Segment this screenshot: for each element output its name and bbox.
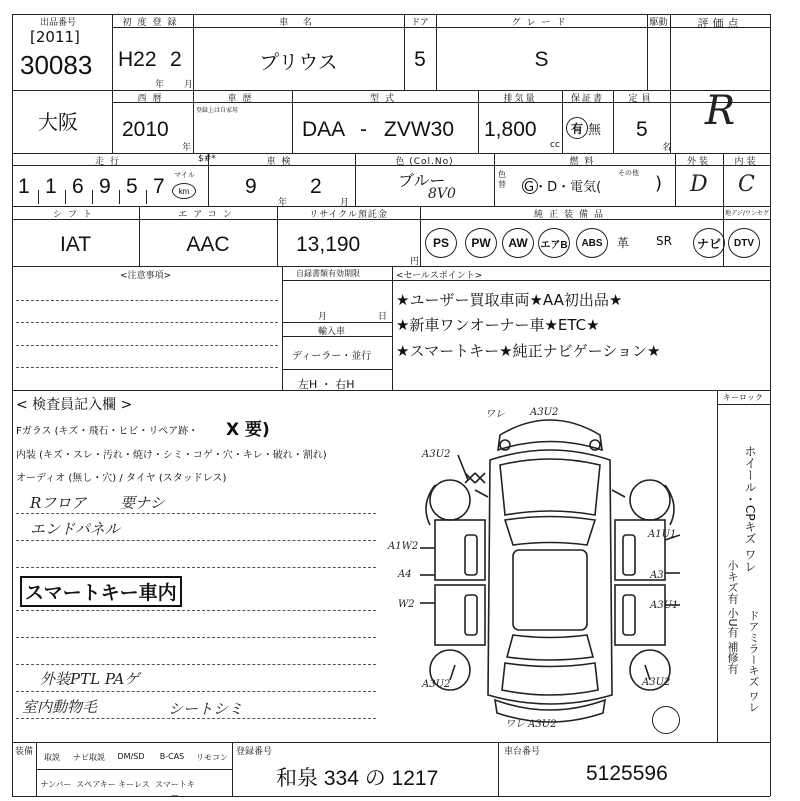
key-lock-label: キーロック (723, 393, 763, 402)
car-diagram (380, 395, 715, 740)
equipment-item: エアB (538, 228, 570, 258)
diagram-label: A3U2 (642, 677, 671, 688)
model-sep: - (360, 118, 367, 141)
ac: AAC (186, 233, 230, 256)
car-name-label: 車 名 (279, 18, 318, 28)
exterior-label: 外装 (686, 157, 711, 167)
digit-divider (92, 190, 93, 204)
grid-line (36, 769, 232, 770)
cc-unit: cc (550, 140, 560, 150)
mile-unit: マイル (174, 171, 195, 179)
fuel-close-paren: ) (655, 173, 663, 194)
handwritten-note: 要ナシ (120, 494, 165, 512)
first-reg-label: 初度登録 (122, 18, 183, 28)
reg-number: 和泉 334 の 1217 (276, 767, 439, 790)
year-unit-3: 年 (278, 198, 288, 208)
diagram-label: A3 (650, 570, 664, 581)
color-label: 色 (Col.No) (395, 157, 454, 167)
grid-line (770, 14, 771, 796)
steering: 左H ・ 右H (298, 378, 355, 391)
capacity: 5 (636, 118, 648, 141)
mileage-digit: 1 (18, 175, 30, 198)
grid-line (12, 390, 770, 391)
import-label: 輸入車 (318, 327, 346, 337)
drive-label: 駆動 (649, 18, 668, 28)
mileage-digit: 1 (45, 175, 57, 198)
equipment-item: PS (425, 228, 457, 258)
equipment-item: 革 (617, 236, 630, 250)
grid-line (12, 266, 770, 267)
footer-cell: 取説 (44, 753, 60, 762)
grid-line (12, 742, 770, 743)
grid-line (16, 691, 376, 692)
diagram-label: A1U1 (648, 529, 677, 540)
mileage-digit: 9 (99, 175, 111, 198)
recycle: 13,190 (296, 233, 361, 256)
grid-line (16, 322, 278, 323)
history-label: 車歴 (227, 94, 258, 104)
footer-cell: ナンバー (40, 780, 72, 789)
footer-cell: B-CAS (159, 752, 185, 761)
car-name: プリウス (259, 52, 338, 74)
ac-label: エアコン (178, 210, 238, 220)
color: ブルー (398, 171, 446, 190)
western-year: 2010 (122, 118, 169, 141)
grid-line (392, 266, 393, 390)
year-unit: 年 (155, 80, 165, 90)
inspector-line-3: オーディオ (無し・穴) / タイヤ (スタッドレス) (16, 473, 227, 484)
month-unit: 月 (184, 80, 194, 90)
mileage-digit: 5 (126, 175, 138, 198)
diagram-label: ワレ (485, 409, 505, 420)
rear-glass (507, 635, 593, 660)
footer-cell: スマートキー (155, 780, 195, 800)
year-code: [2011] (30, 28, 80, 46)
handwritten-note: 室内動物毛 (22, 698, 98, 716)
chassis-label: 車台番号 (504, 747, 541, 757)
right-door-handle (623, 595, 635, 635)
footer-cell: リモコン (196, 753, 228, 762)
grid-line (717, 404, 770, 405)
hood (500, 459, 600, 515)
equipment-item: ナビ (693, 228, 725, 258)
displacement: 1,800 (484, 118, 537, 141)
model-label: 型式 (369, 94, 400, 104)
footer-cell: キーレス (118, 780, 150, 789)
mileage-label: 走行 (94, 157, 125, 167)
grid-line (16, 540, 376, 541)
grid-line (282, 266, 283, 390)
displacement-label: 排気量 (503, 94, 537, 104)
diagram-label: W2 (398, 599, 415, 610)
fuel-label: 燃料 (569, 157, 600, 167)
digit-divider (146, 190, 147, 204)
grid-line (112, 14, 113, 153)
handwritten-note: エンドパネル (30, 520, 120, 538)
mileage-digit: 7 (153, 175, 165, 198)
yen-unit: 円 (410, 257, 420, 267)
km-unit-circle: km (172, 183, 196, 199)
doors: 5 (414, 48, 426, 71)
equipment-item: PW (465, 228, 497, 258)
grid-line (16, 300, 278, 301)
grid-line (282, 369, 392, 370)
digit-divider (119, 190, 120, 204)
handwritten-note: シートシミ (168, 700, 244, 718)
recycle-label: リサイクル預託金 (309, 210, 388, 220)
doors-label: ドア (411, 18, 429, 28)
grid-line (498, 742, 499, 796)
lot-label: 出品番号 (40, 18, 77, 28)
fuel-other: その他 (618, 169, 639, 177)
grid-line (282, 280, 770, 281)
inspection-month: 2 (310, 175, 322, 198)
inspector-line-1: Fガラス (キズ・飛石・ヒビ・リペア跡・ (16, 426, 199, 437)
color-code: 8V0 (428, 186, 456, 202)
western-year-label: 西暦 (137, 94, 168, 104)
warranty-label: 保証書 (570, 94, 604, 104)
equipment-item: AW (502, 228, 534, 258)
shift: IAT (59, 233, 92, 256)
dealer-parallel: ディーラー・並行 (292, 351, 372, 362)
grade-label: グレード (511, 18, 572, 28)
footer-cell: DM/SD (117, 752, 145, 761)
grid-line (232, 742, 233, 796)
reg-expiry-label: 自録書類有効期限 (296, 269, 360, 278)
equip-label: 装備 (14, 747, 33, 757)
grid-line (282, 322, 392, 323)
grid-line (670, 14, 671, 153)
diagram-label: A3U2 (422, 679, 451, 690)
mirror (612, 490, 625, 497)
smart-key-stamp: スマートキー車内 (20, 576, 182, 607)
mileage-digit: 6 (72, 175, 84, 198)
grid-line (16, 513, 376, 514)
first-reg-era: H22 (118, 48, 157, 71)
month-unit-3: 月 (340, 198, 350, 208)
sales-point: ★ユーザー買取車両★AA初出品★ (396, 291, 623, 309)
month-label: 月 (318, 312, 328, 322)
trunk (502, 663, 598, 695)
sales-point: ★スマートキー★純正ナビゲーション★ (396, 342, 661, 360)
model: ZVW30 (384, 118, 455, 141)
equipment-item: SR (656, 234, 672, 248)
inspector-title: < 検査員記入欄 > (16, 397, 133, 413)
fuel-options: G・D・電気( (524, 180, 602, 195)
diagram-label: A3U1 (650, 600, 679, 611)
front-bumper (498, 420, 602, 450)
grid-line (16, 610, 376, 611)
equipment-item: ABS (576, 228, 608, 258)
windshield-mark: X 要) (226, 420, 270, 440)
year-unit-2: 年 (182, 143, 192, 153)
grid-line (717, 390, 718, 742)
grid-line (12, 14, 13, 796)
sales-label: <セールスポイント> (396, 271, 483, 281)
first-reg-month: 2 (170, 48, 182, 71)
grid-line (16, 637, 376, 638)
rating-label: 評価点 (697, 17, 743, 30)
warranty-no: 無 (588, 123, 602, 138)
reg-number-label: 登録番号 (236, 747, 273, 757)
lead-line (458, 455, 468, 480)
sales-point: ★新車ワンオーナー車★ETC★ (396, 316, 600, 334)
caution-label: <注意事項> (120, 271, 172, 281)
left-door-handle (465, 535, 477, 575)
inspection-year: 9 (245, 175, 257, 198)
digit-divider (38, 190, 39, 204)
grid-line (16, 367, 278, 368)
wheel (630, 480, 670, 520)
diagram-label: A1W2 (388, 541, 419, 552)
left-door-handle (465, 595, 477, 635)
diagram-label: ワレ A3U2 (505, 719, 557, 730)
shift-label: シフト (52, 210, 98, 220)
grid-line (16, 567, 376, 568)
grade: S (534, 48, 549, 71)
side-note: 小キズ有 小U有 補修有 (726, 560, 739, 675)
side-note: ドアミラーキズ ワレ (747, 610, 760, 713)
interior: C (738, 172, 755, 197)
equipment-item: DTV (728, 228, 760, 258)
lot-number: 30083 (20, 50, 93, 80)
grid-line (12, 796, 770, 797)
color-change-label: 色替 (498, 170, 506, 189)
wheel (430, 480, 470, 520)
diagram-label: A3U2 (422, 449, 451, 460)
roof (513, 550, 587, 630)
inspector-line-2: 内装 (キズ・スレ・汚れ・焼け・シミ・コゲ・穴・キレ・破れ・割れ) (16, 450, 327, 461)
grid-line (16, 664, 376, 665)
capacity-label: 定員 (628, 94, 655, 104)
history-note: 登録上は自家用 (196, 107, 239, 114)
warranty-yes-circle: 有 (566, 117, 588, 139)
footer-cell: ナビ取説 (73, 753, 105, 762)
s-label: $#* (198, 154, 216, 164)
grid-line (16, 345, 278, 346)
exterior: D (690, 172, 708, 197)
lead-line (450, 665, 455, 680)
day-label: 日 (378, 312, 388, 322)
interior-label: 内装 (734, 157, 759, 167)
chassis: 5125596 (586, 762, 668, 785)
tv-label: 地デジ/ワンセグ (725, 210, 769, 217)
handwritten-note: Rフロア (30, 494, 87, 512)
handwritten-note: 外装PTL PAゲ (40, 670, 140, 688)
footer-cell: スペアキー (76, 780, 116, 789)
model-prefix: DAA (302, 118, 346, 141)
diagram-label: A4 (398, 569, 412, 580)
inspection-label: 車検 (266, 157, 297, 167)
rating: R (705, 88, 736, 134)
diagram-label: A3U2 (530, 407, 559, 418)
person-unit: 名 (662, 143, 672, 153)
digit-divider (65, 190, 66, 204)
equipment-label: 純正装備品 (533, 210, 609, 220)
mirror (475, 490, 488, 497)
right-door-handle (623, 535, 635, 575)
windshield (505, 517, 595, 546)
region: 大阪 (38, 110, 78, 134)
side-note: ホイール・CPキズ ワレ (743, 445, 757, 573)
